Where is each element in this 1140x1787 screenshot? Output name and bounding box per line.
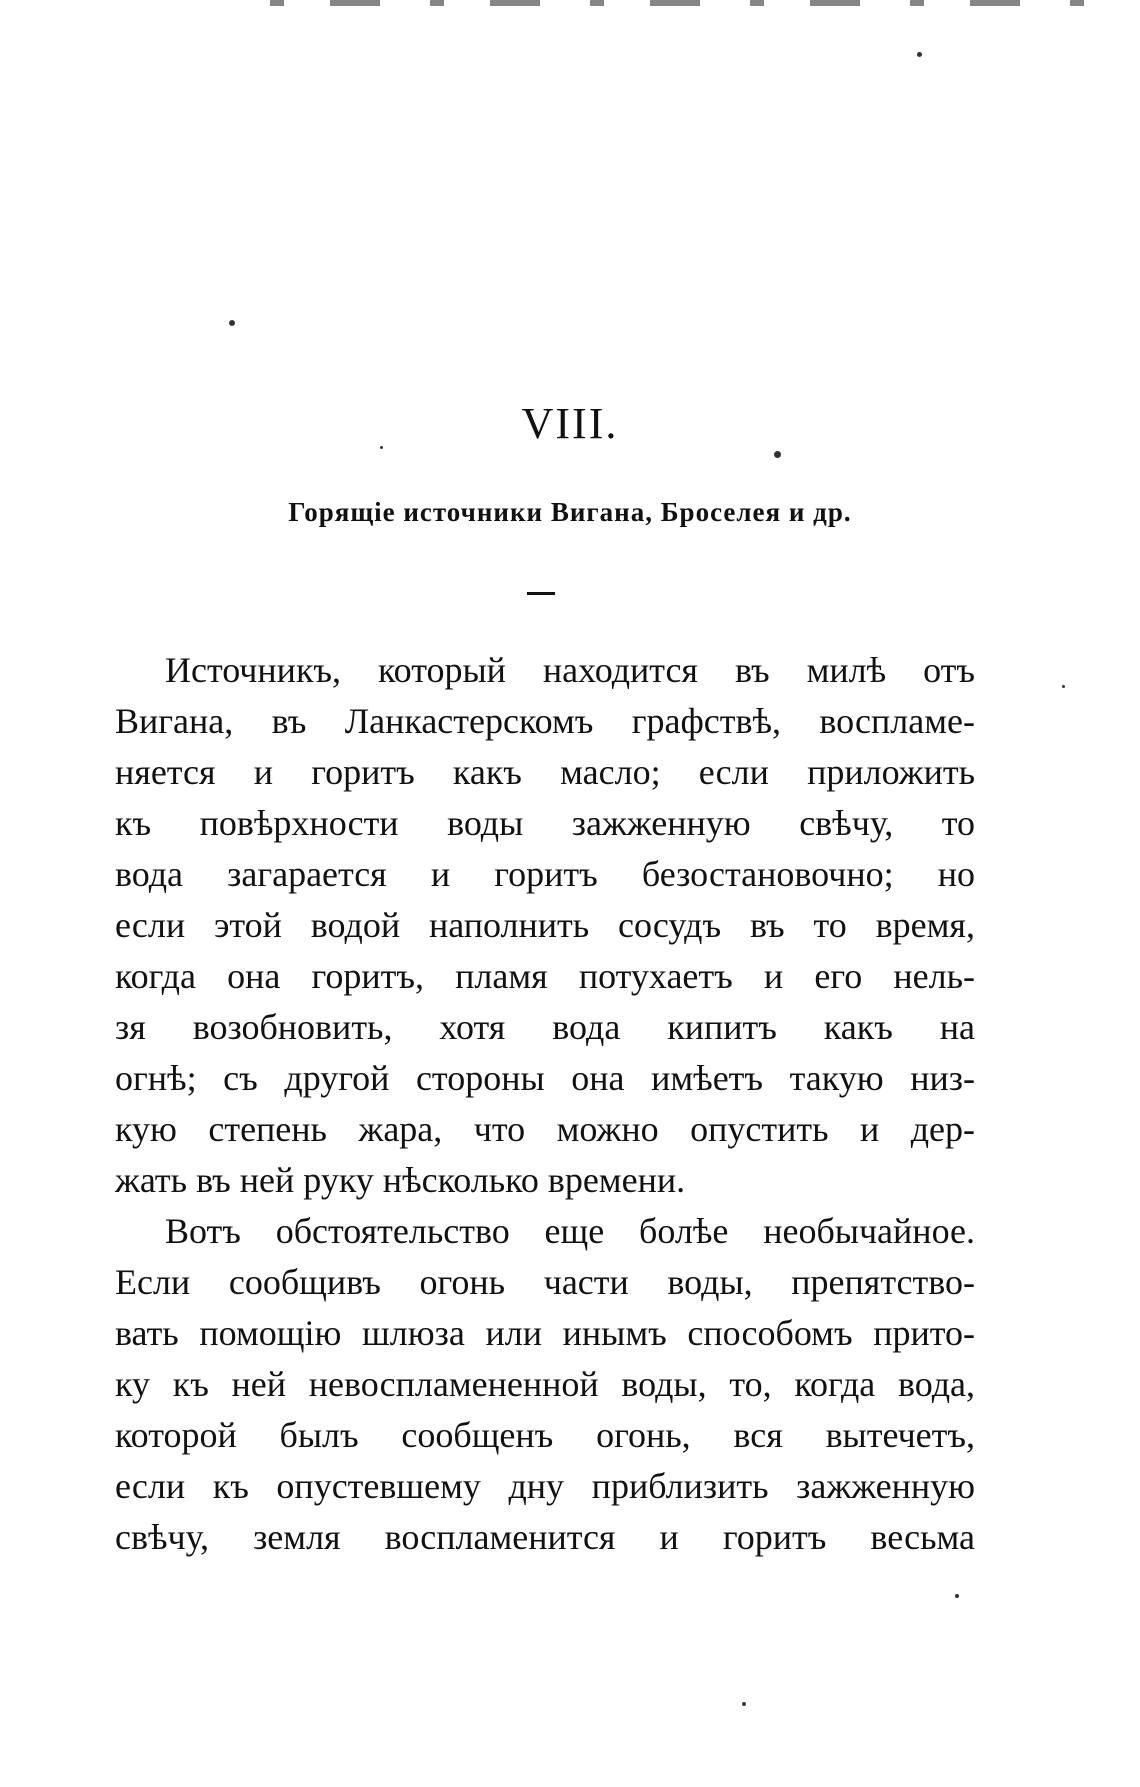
text-line: Если сообщивъ огонь части воды, препятство- — [115, 1262, 975, 1302]
text-line: Вигана, въ Ланкастерскомъ графствѣ, воспламе- — [115, 701, 975, 741]
text-line: кую степень жара, что можно опустить и дер- — [115, 1109, 975, 1149]
body-text — [115, 645, 975, 1563]
text-line: вать помощію шлюза или инымъ способомъ прито- — [115, 1313, 975, 1353]
text-line: если къ опустевшему дну приблизить зажженную — [115, 1466, 975, 1506]
text-line: огнѣ; съ другой стороны она имѣетъ такую низ- — [115, 1058, 975, 1098]
scan-speck — [1062, 685, 1065, 688]
paragraph-1 — [115, 645, 975, 1206]
text-line: Вотъ обстоятельство еще болѣе необычайное. — [165, 1211, 975, 1251]
text-line: зя возобновить, хотя вода кипитъ какъ на — [115, 1007, 975, 1047]
scan-speck — [742, 1702, 746, 1706]
scan-top-edge — [270, 0, 1090, 6]
title-rule — [527, 592, 555, 595]
scan-speck — [229, 320, 235, 326]
text-line: къ повѣрхности воды зажженную свѣчу, то — [115, 803, 975, 843]
text-line: когда она горитъ, пламя потухаетъ и его нель- — [115, 956, 975, 996]
chapter-number: VIII. — [521, 399, 619, 448]
scan-speck — [774, 451, 781, 458]
text-line: свѣчу, земля воспламенится и горитъ весьма — [115, 1517, 975, 1557]
text-line: няется и горитъ какъ масло; если приложить — [115, 752, 975, 792]
text-line: жать въ ней руку нѣсколько времени. — [115, 1160, 686, 1200]
text-line: ку къ ней невоспламененной воды, то, когда вода, — [115, 1364, 975, 1404]
text-line: которой былъ сообщенъ огонь, вся вытечетъ, — [115, 1415, 975, 1455]
text-line: Источникъ, который находится въ милѣ отъ — [165, 650, 975, 690]
scan-speck — [917, 52, 922, 57]
chapter-title: Горящіе источники Вигана, Броселея и др. — [288, 497, 852, 527]
scan-speck — [380, 446, 383, 449]
scan-speck — [955, 1594, 959, 1598]
text-line: если этой водой наполнить сосудъ въ то время, — [115, 905, 975, 945]
text-line: вода загарается и горитъ безостановочно; но — [115, 854, 975, 894]
paragraph-2 — [115, 1206, 975, 1563]
